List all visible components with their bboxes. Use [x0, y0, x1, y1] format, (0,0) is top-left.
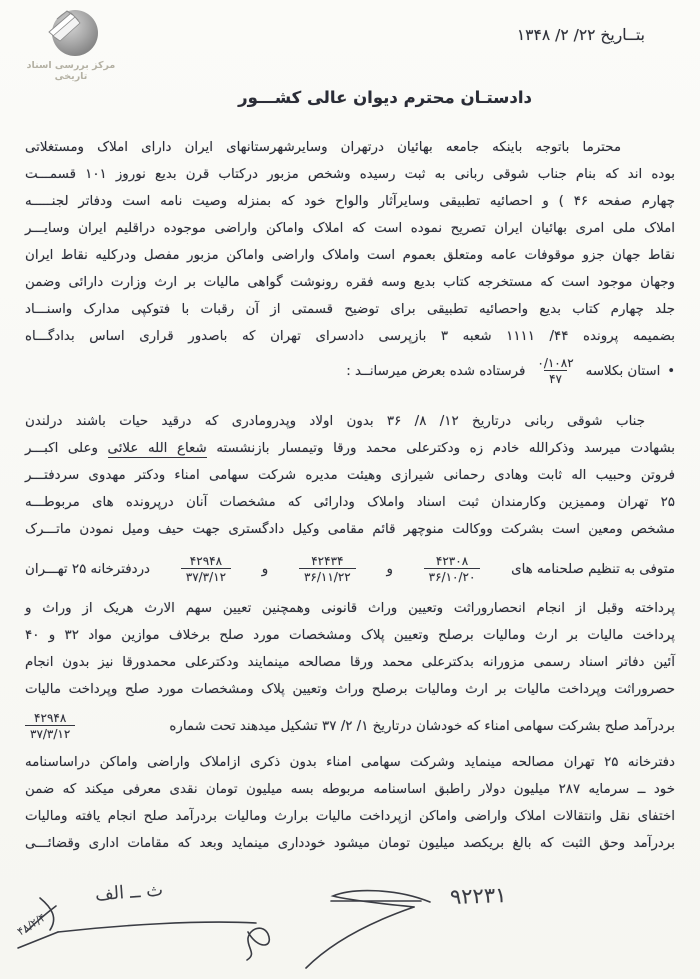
- document-line: بضمیمه پرونده ۴۴/ ۱۱۱۱ شعبه ۳ بازپرسی دادسرای تهران که باصدور قراری اساس بدادگـــاه: [25, 329, 675, 344]
- fraction-denominator: ۴۷: [544, 370, 567, 386]
- signature-flourish: [333, 891, 430, 907]
- document-line: وجهان موجود است که مستخرجه کتاب بدیع وسه فقره رونوشت گواهی مالیات بر ارث وزارت دارائی وضمن: [25, 275, 675, 290]
- line-text: متوفی به تنظیم صلحنامه های: [511, 561, 675, 577]
- document-line: جناب شوقی ربانی درتاریخ ۱۲/ ۸/ ۳۶ بدون اولاد وپدرومادری که درقید حیات باشند درلندن: [25, 414, 645, 429]
- line-text: بردرآمد صلح بشرکت سهامی امناء که خودشان درتاریخ ۱/ ۲/ ۳۷ تشکیل میدهند تحت شماره: [169, 718, 675, 734]
- fraction-denominator: ۳۶/۱۱/۲۲: [299, 568, 356, 584]
- line-text: استان بکلاسه: [585, 363, 661, 379]
- fraction-denominator: ۳۷/۳/۱۲: [181, 568, 231, 584]
- line-text: بشهادت میرسد وذکرالله خادم زه ودکترعلی محمد ورقا وتیمسار بازنشسته: [216, 441, 676, 456]
- document-line: املاک ملی امری بهائیان ایران تصریح نموده است که املاک واماکن واراضی موجوده دراقلیم ایران وسایـــر: [25, 221, 675, 236]
- line-text: فرستاده شده بعرض میرسانــد :: [346, 363, 526, 379]
- document-line: بوده اند که بنام جناب شوقی ربانی به ثبت رسیده وشخص مزبور درکتاب قرن بدیع نوروز ۱۰۱ قسمـــت: [25, 167, 675, 182]
- document-line: نقاط جهان جزو موقوفات عامه ومتعلق بعموم است واملاک واراضی واماکن مزبور مفصل ودرکلیه نقاط ایران: [25, 248, 675, 263]
- fraction-denominator: ۳۶/۱۰/۲۰: [424, 568, 481, 584]
- signature-flourish-tail: [306, 907, 414, 968]
- annotation-underline: [58, 922, 256, 932]
- document-line: خود ــ سرمایه ۲۸۷ میلیون دولار راطبق اساسنامه مربوطه بسه میلیون تومان نقدی معرفی میکند که ضمن: [25, 782, 675, 797]
- letter-body: [25, 134, 675, 857]
- underlined-name: شعاع الله علائی: [107, 441, 207, 456]
- fraction-numerator: ۴۲۴۳۴: [311, 553, 344, 568]
- reference-number: ۹۲۲۳۱: [449, 883, 507, 909]
- annotation-note: ث ــ الف: [94, 879, 164, 906]
- document-line: حصروراثت وپرداخت مالیات بر ارث ومالیات برصلح وراث وتعیین پلاک ومشخصات مورد صلح وپرداخت مالیات: [25, 682, 675, 697]
- conjunction: و: [386, 561, 393, 577]
- line-text: وعلی اکبـــر: [25, 441, 98, 456]
- deed-number-fraction-1: [424, 554, 481, 585]
- document-line: اختفای نقل وانتقالات املاک واراضی واماکن ازپرداخت مالیات برارث ومالیات بردرآمد صلح انجام یافته ومالیات: [25, 809, 675, 824]
- document-line: [25, 435, 675, 462]
- margin-scribble-3: [18, 932, 58, 948]
- deed-numbers-line: [25, 543, 675, 595]
- annotation-date: ۴۸/۲/۴: [14, 910, 49, 939]
- letter-date: بتــاریخ ۲۲/ ۲/ ۱۳۴۸: [516, 26, 645, 44]
- addressee-title: دادستـان محترم دیوان عالی کشـــور: [238, 88, 532, 107]
- paragraph-1: [25, 134, 675, 392]
- document-line: محترما باتوجه باینکه جامعه بهائیان درتهران وسایرشهرستانهای ایران دارای املاک ومستغلاتی: [25, 140, 621, 155]
- fraction-numerator: ۴۲۹۴۸: [34, 710, 67, 725]
- document-line: ۲۵ تهران وممیزین وکارمندان ثبت اسناد واملاک ودارائی که مشخصات آنان درپرونده های مربوطـــه: [25, 495, 675, 510]
- document-line: پرداخت مالیات بر ارث ومالیات برصلح وتعیین پلاک ومشخصات مورد صلح برخلاف موازین مواد ۳۲ و ۴۰: [25, 628, 675, 643]
- case-number-fraction: [532, 356, 578, 387]
- fraction-numerator: ۰/۱۰۸۲: [537, 355, 574, 370]
- registration-number-line: [25, 703, 675, 749]
- case-number-line: [25, 350, 675, 392]
- document-line: دفترخانه ۲۵ تهران مصالحه مینماید وشرکت سهامی امناء بدون ذکری ازاملاک واراضی واماکن دراساسنامه: [25, 755, 675, 770]
- bullet-dot: •: [667, 363, 675, 379]
- document-line: پرداخته وقبل از انجام انحصاروراثت وتعیین وراث قانونی وهمچنین تعیین سهم الارث هریک از وراث و: [25, 601, 675, 616]
- annotation-curl: [247, 928, 269, 960]
- fraction-denominator: ۳۷/۳/۱۲: [25, 725, 75, 741]
- paragraph-2: [25, 408, 675, 857]
- conjunction: و: [261, 561, 269, 577]
- archive-logo: [16, 6, 126, 82]
- document-line: آئین دفاتر اسناد رسمی مزورانه بدکترعلی محمد ورقا مصالحه مینمایند ودکترعلی محمدورقا نیز بدون انجام: [25, 655, 675, 670]
- document-line: مشخص ومعین است بشرکت ووکالت منوچهر قائم مقامی وکیل دادگستری جهت حیف ومیل نمودن ماتـــرک: [25, 522, 675, 537]
- logo-caption: مرکز بررسی اسناد تاریخی: [26, 60, 116, 82]
- signatures-area: [0, 870, 700, 979]
- fraction-numerator: ۴۲۳۰۸: [435, 553, 469, 568]
- document-line: بردرآمد وحق الثبت که بالغ بریکصد میلیون تومان میشود خودداری مینماید وبعد که مقامات اداری وقضائـــی: [25, 836, 675, 851]
- deed-number-fraction-3: [181, 554, 231, 585]
- fraction-numerator: ۴۲۹۴۸: [189, 553, 223, 568]
- deed-number-fraction-2: [299, 554, 356, 585]
- document-line: جلد چهارم کتاب بدیع واحصائیه تطبیقی برای توضیح قسمتی از آن رقبات با فتوکپی مدارک واسنـــاد: [25, 302, 675, 317]
- registration-number-fraction: [25, 711, 75, 742]
- paragraph-gap: [25, 392, 675, 408]
- line-text: دردفترخانه ۲۵ تهـــران: [25, 561, 151, 577]
- open-book-globe-icon: [19, 6, 123, 62]
- document-line: چهارم صفحه ۴۶ ) و احصائیه تطبیقی وسایرآثار والواح خود که بمنزله وصیت نامه است ودفاتر لجنـــــه: [25, 194, 675, 209]
- document-line: فروتن وحبیب اله ثابت وهادی رحمانی شیرازی وهیئت مدیره شرکت سهامی امناء ودکتر مهدوی سردفتـــر: [25, 468, 675, 483]
